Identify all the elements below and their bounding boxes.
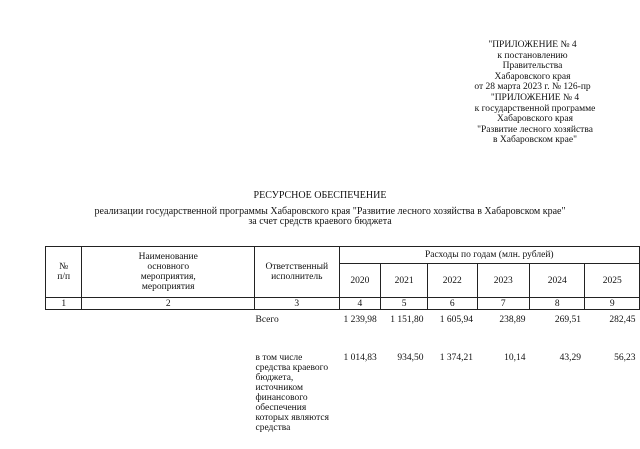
appendix-line: "ПРИЛОЖЕНИЕ № 4 xyxy=(490,93,580,103)
resource-table xyxy=(45,246,640,433)
appendix-line: к постановлению xyxy=(497,50,568,61)
header-year: 2025 xyxy=(585,264,640,298)
appendix-line: Хабаровского края xyxy=(497,114,573,124)
appendix-line: от 28 марта 2023 г. № 126-пр xyxy=(474,82,591,92)
header-executor: Ответственный исполнитель xyxy=(255,247,340,298)
index-cell: 3 xyxy=(255,298,340,310)
header-year: 2021 xyxy=(381,264,428,298)
value-cell: 1 239,98 xyxy=(343,315,377,325)
appendix-line: Правительства xyxy=(502,61,563,71)
index-cell: 4 xyxy=(339,298,381,310)
appendix-header-program xyxy=(445,93,625,146)
header-year: 2023 xyxy=(477,264,530,298)
value-cell: 1 605,94 xyxy=(439,315,474,325)
document-subtitle-2: за счет средств краевого бюджета xyxy=(248,216,392,227)
index-cell: 1 xyxy=(46,298,82,310)
value-cell: 282,45 xyxy=(609,315,636,325)
table-row xyxy=(46,341,640,433)
document-title: РЕСУРСНОЕ ОБЕСПЕЧЕНИЕ xyxy=(253,190,387,201)
index-cell: 5 xyxy=(381,298,428,310)
value-cell: 934,50 xyxy=(397,353,424,363)
appendix-line: к государственной программе xyxy=(474,103,596,114)
row-label: Всего xyxy=(255,315,279,325)
appendix-line: "ПРИЛОЖЕНИЕ № 4 xyxy=(488,40,577,50)
appendix-line: в Хабаровском крае" xyxy=(493,135,577,145)
index-cell: 8 xyxy=(530,298,585,310)
appendix-header-decree xyxy=(440,40,625,93)
appendix-line: "Развитие лесного хозяйства xyxy=(477,124,593,135)
value-cell: 238,89 xyxy=(499,315,526,325)
header-year: 2024 xyxy=(530,264,585,298)
value-cell: 56,23 xyxy=(614,353,636,363)
index-cell: 6 xyxy=(427,298,477,310)
index-row xyxy=(46,298,640,310)
table-row xyxy=(46,310,640,342)
value-cell: 1 151,80 xyxy=(390,315,424,325)
value-cell: 1 014,83 xyxy=(343,353,377,363)
header-year: 2020 xyxy=(339,264,381,298)
appendix-line: Хабаровского края xyxy=(494,71,571,82)
value-cell: 10,14 xyxy=(504,353,526,363)
index-cell: 7 xyxy=(477,298,530,310)
header-number: № п/п xyxy=(46,247,82,298)
value-cell: 43,29 xyxy=(559,353,581,363)
row-label: в том числе средства краевого бюджета, источником финансового обеспечения которых являются средства xyxy=(255,353,329,433)
header-name: Наименование основного мероприятия, мероприятия xyxy=(82,247,255,298)
document-subtitle: реализации государственной программы Хабаровского края "Развитие лесного хозяйства в Хабаровском крае" xyxy=(94,206,566,217)
value-cell: 1 374,21 xyxy=(439,353,474,363)
value-cell: 269,51 xyxy=(554,315,581,325)
index-cell: 2 xyxy=(82,298,255,310)
index-cell: 9 xyxy=(585,298,640,310)
header-year: 2022 xyxy=(427,264,477,298)
header-expenses: Расходы по годам (млн. рублей) xyxy=(339,247,639,264)
